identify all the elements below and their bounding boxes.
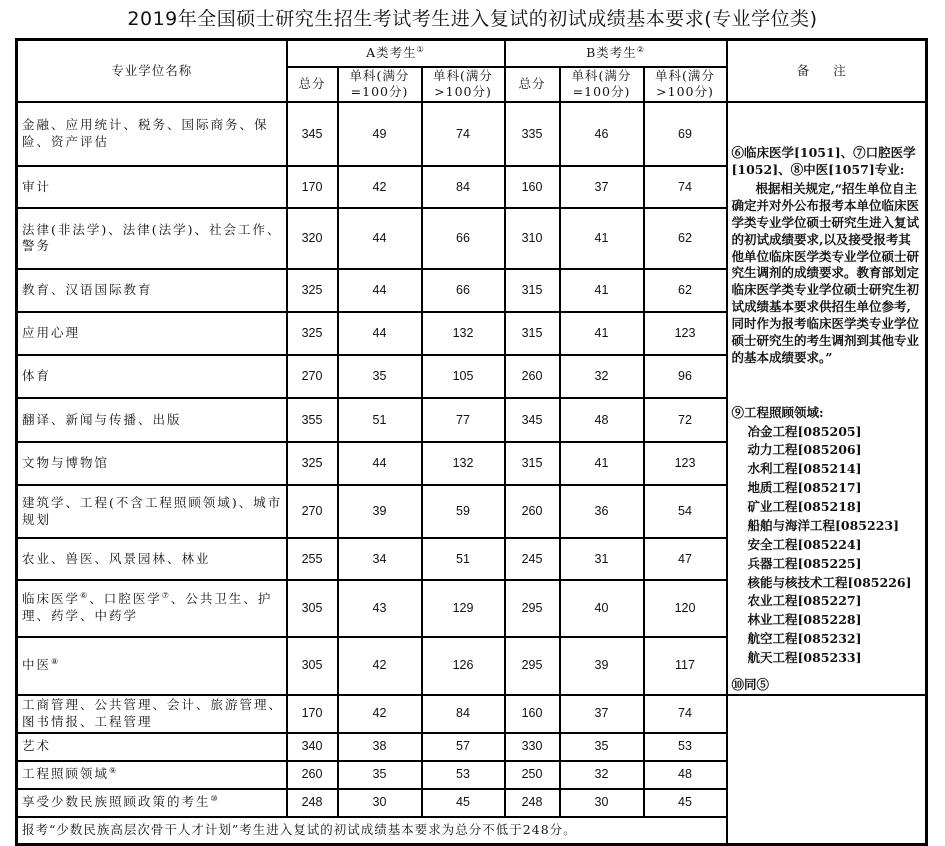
b-single-gt100: 96 <box>644 355 727 398</box>
header-remarks: 备 注 <box>727 40 927 103</box>
engineering-field: 农业工程[085227] <box>747 593 862 609</box>
header-b-single-gt100: 单科(满分 >100分) <box>644 67 727 103</box>
a-single-gt100: 45 <box>422 789 505 817</box>
major-name: 艺术 <box>17 733 287 761</box>
footnote-ref: ⑧ <box>51 657 61 667</box>
a-single-100: 44 <box>338 312 422 355</box>
engineering-field: 船舶与海洋工程[085223] <box>747 517 900 533</box>
b-single-100: 35 <box>560 733 644 761</box>
engineering-field: 冶金工程[085205] <box>747 423 862 439</box>
a-single-100: 38 <box>338 733 422 761</box>
a-single-gt100: 105 <box>422 355 505 398</box>
table-row <box>17 102 927 166</box>
b-total: 160 <box>505 166 560 208</box>
b-total: 160 <box>505 695 560 733</box>
a-single-100: 39 <box>338 485 422 539</box>
a-single-gt100: 74 <box>422 102 505 166</box>
b-single-gt100: 123 <box>644 312 727 355</box>
engineering-field: 矿业工程[085218] <box>747 499 862 514</box>
b-single-100: 37 <box>560 166 644 208</box>
a-single-100: 42 <box>338 695 422 733</box>
remarks-cell <box>727 102 927 695</box>
b-single-gt100: 120 <box>644 580 727 637</box>
major-name: 临床医学⑥、口腔医学⑦、公共卫生、护理、药学、中药学 <box>17 580 287 637</box>
b-single-100: 30 <box>560 789 644 817</box>
engineering-field: 航天工程[085233] <box>747 650 862 665</box>
a-single-100: 35 <box>338 761 422 789</box>
b-single-gt100: 74 <box>644 166 727 208</box>
a-single-100: 49 <box>338 102 422 166</box>
major-name: 翻译、新闻与传播、出版 <box>17 398 287 441</box>
a-total: 170 <box>287 695 338 733</box>
major-name: 应用心理 <box>17 312 287 355</box>
a-single-gt100: 59 <box>422 485 505 539</box>
b-single-100: 36 <box>560 485 644 539</box>
b-total: 260 <box>505 355 560 398</box>
b-total: 345 <box>505 398 560 441</box>
major-name: 工程照顾领域⑨ <box>17 761 287 789</box>
footnote-ref: ⑩ <box>210 794 220 804</box>
b-single-100: 41 <box>560 442 644 485</box>
b-single-100: 39 <box>560 637 644 695</box>
b-total: 295 <box>505 637 560 695</box>
a-single-100: 44 <box>338 208 422 269</box>
major-name: 工商管理、公共管理、会计、旅游管理、图书情报、工程管理 <box>17 695 287 733</box>
b-single-gt100: 74 <box>644 695 727 733</box>
a-single-100: 30 <box>338 789 422 817</box>
a-single-100: 43 <box>338 580 422 637</box>
header-group-b: B类考生② <box>505 40 727 67</box>
note-engineering-heading: ⑨工程照顾领域: <box>731 404 824 420</box>
remarks-cell-lower <box>727 695 927 845</box>
header-a-single-100: 单科(满分 =100分) <box>338 67 422 103</box>
b-single-gt100: 123 <box>644 442 727 485</box>
major-name: 体育 <box>17 355 287 398</box>
b-single-100: 46 <box>560 102 644 166</box>
b-single-100: 41 <box>560 208 644 269</box>
major-name: 中医⑧ <box>17 637 287 695</box>
b-total: 295 <box>505 580 560 637</box>
b-single-100: 37 <box>560 695 644 733</box>
header-major-name: 专业学位名称 <box>17 40 287 103</box>
footnote-ref: ② <box>636 44 645 54</box>
a-total: 255 <box>287 538 338 580</box>
b-single-gt100: 69 <box>644 102 727 166</box>
a-total: 325 <box>287 442 338 485</box>
b-single-100: 41 <box>560 269 644 312</box>
b-single-100: 40 <box>560 580 644 637</box>
a-single-gt100: 66 <box>422 269 505 312</box>
header-b-single-100: 单科(满分 =100分) <box>560 67 644 103</box>
engineering-field: 航空工程[085232] <box>747 631 862 647</box>
a-single-100: 51 <box>338 398 422 441</box>
major-name: 建筑学、工程(不含工程照顾领域)、城市规划 <box>17 485 287 539</box>
a-total: 248 <box>287 789 338 817</box>
table-row <box>17 695 927 733</box>
footnote-ref: ① <box>416 44 425 54</box>
b-single-gt100: 53 <box>644 733 727 761</box>
b-single-gt100: 117 <box>644 637 727 695</box>
a-total: 305 <box>287 580 338 637</box>
header-group-a: A类考生① <box>287 40 505 67</box>
engineering-field: 安全工程[085224] <box>747 536 862 552</box>
a-total: 260 <box>287 761 338 789</box>
major-name: 享受少数民族照顾政策的考生⑩ <box>17 789 287 817</box>
a-total: 320 <box>287 208 338 269</box>
major-name: 农业、兽医、风景园林、林业 <box>17 538 287 580</box>
major-name: 审计 <box>17 166 287 208</box>
document-title: 2019年全国硕士研究生招生考试考生进入复试的初试成绩基本要求(专业学位类) <box>127 8 818 30</box>
b-single-gt100: 48 <box>644 761 727 789</box>
b-single-100: 48 <box>560 398 644 441</box>
b-total: 315 <box>505 312 560 355</box>
a-total: 270 <box>287 355 338 398</box>
b-total: 315 <box>505 442 560 485</box>
score-requirements-table <box>15 38 928 846</box>
a-single-gt100: 129 <box>422 580 505 637</box>
a-single-gt100: 77 <box>422 398 505 441</box>
a-single-gt100: 132 <box>422 312 505 355</box>
b-single-gt100: 47 <box>644 538 727 580</box>
note-tenth: ⑩同⑤ <box>731 676 770 692</box>
a-single-gt100: 66 <box>422 208 505 269</box>
major-name: 文物与博物馆 <box>17 442 287 485</box>
b-single-100: 32 <box>560 761 644 789</box>
a-single-gt100: 132 <box>422 442 505 485</box>
header-a-total: 总分 <box>287 67 338 103</box>
b-single-gt100: 62 <box>644 269 727 312</box>
b-single-gt100: 72 <box>644 398 727 441</box>
a-single-gt100: 84 <box>422 166 505 208</box>
b-single-gt100: 54 <box>644 485 727 539</box>
a-single-gt100: 53 <box>422 761 505 789</box>
major-name: 教育、汉语国际教育 <box>17 269 287 312</box>
a-single-gt100: 57 <box>422 733 505 761</box>
a-single-100: 44 <box>338 269 422 312</box>
b-total: 330 <box>505 733 560 761</box>
header-b-total: 总分 <box>505 67 560 103</box>
engineering-field: 林业工程[085228] <box>747 612 862 628</box>
b-single-gt100: 45 <box>644 789 727 817</box>
a-total: 355 <box>287 398 338 441</box>
a-total: 345 <box>287 102 338 166</box>
engineering-field: 动力工程[085206] <box>747 442 862 458</box>
a-single-gt100: 126 <box>422 637 505 695</box>
b-single-gt100: 62 <box>644 208 727 269</box>
b-total: 335 <box>505 102 560 166</box>
a-total: 270 <box>287 485 338 539</box>
a-total: 325 <box>287 312 338 355</box>
a-single-100: 42 <box>338 637 422 695</box>
engineering-field: 地质工程[085217] <box>747 480 862 496</box>
b-total: 250 <box>505 761 560 789</box>
a-single-100: 35 <box>338 355 422 398</box>
footnote-ref: ⑦ <box>161 591 171 601</box>
a-single-100: 44 <box>338 442 422 485</box>
b-total: 310 <box>505 208 560 269</box>
b-total: 245 <box>505 538 560 580</box>
major-name: 法律(非法学)、法律(法学)、社会工作、警务 <box>17 208 287 269</box>
a-single-gt100: 51 <box>422 538 505 580</box>
a-total: 170 <box>287 166 338 208</box>
b-total: 315 <box>505 269 560 312</box>
b-single-100: 32 <box>560 355 644 398</box>
a-total: 340 <box>287 733 338 761</box>
a-single-gt100: 84 <box>422 695 505 733</box>
footnote-ref: ⑨ <box>109 766 119 776</box>
a-single-100: 42 <box>338 166 422 208</box>
major-name: 金融、应用统计、税务、国际商务、保险、资产评估 <box>17 102 287 166</box>
footnote-ref: ⑥ <box>80 591 90 601</box>
engineering-field: 核能与核技术工程[085226] <box>747 574 912 590</box>
a-total: 325 <box>287 269 338 312</box>
engineering-field: 兵器工程[085225] <box>747 555 862 571</box>
b-total: 248 <box>505 789 560 817</box>
a-total: 305 <box>287 637 338 695</box>
engineering-field: 水利工程[085214] <box>747 461 862 477</box>
header-a-single-gt100: 单科(满分 >100分) <box>422 67 505 103</box>
note-medical-heading: ⑥临床医学[1051]、⑦口腔医学[1052]、⑧中医[1057]专业: <box>731 145 916 178</box>
a-single-100: 34 <box>338 538 422 580</box>
b-total: 260 <box>505 485 560 539</box>
b-single-100: 31 <box>560 538 644 580</box>
b-single-100: 41 <box>560 312 644 355</box>
footer-note: 报考“少数民族高层次骨干人才计划”考生进入复试的初试成绩基本要求为总分不低于248分。 <box>17 817 727 845</box>
note-medical-body: 根据相关规定,“招生单位自主确定并对外公布报考本单位临床医学类专业学位硕士研究生进入复试的初试成绩要求,以及接受报考其他单位临床医学类专业学位硕士研究生调剂的成绩要求。教育部划定临床医学类专业学位硕士研究生初试成绩基本要求供招生单位参考,同时作为报考临床医学类专业学位硕士研究生的考生调剂到其他专业的基本成绩要求。” <box>731 181 920 365</box>
